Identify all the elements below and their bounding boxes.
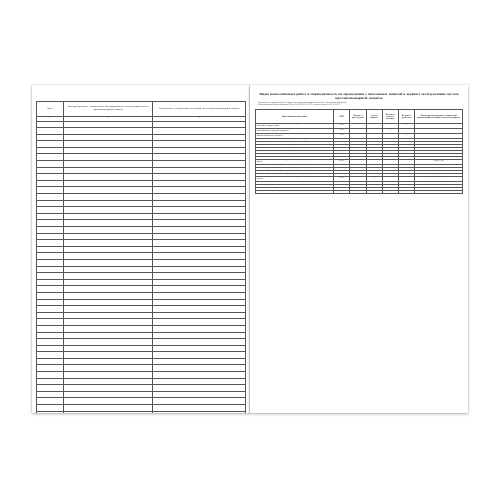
work-cell: Проверка огнезащитной обработки строительных конструкций	[256, 139, 334, 142]
table-cell	[64, 398, 153, 405]
work-cell: Проверка наличия и исправности противодымных дверей	[256, 174, 334, 177]
note-cell: Не реже 1 раза в квартал	[415, 182, 463, 185]
table-cell	[37, 128, 64, 135]
table-cell	[153, 259, 246, 266]
table-cell	[37, 147, 64, 154]
table-cell	[37, 194, 64, 201]
table-row	[37, 194, 246, 201]
table-cell	[153, 405, 246, 412]
table-cell	[153, 365, 246, 372]
table-cell	[37, 253, 64, 260]
table-cell	[64, 233, 153, 240]
table-cell	[153, 332, 246, 339]
work-cell: Испытание наружных пожарных лестниц и ограждений на кровле	[256, 168, 334, 171]
ref-cell: п.23	[334, 191, 350, 194]
freq-header: Не реже 1 раза в год	[398, 110, 414, 124]
freq-mark-cell: +	[398, 154, 414, 157]
table-cell	[64, 220, 153, 227]
table-row	[37, 391, 246, 398]
table-cell	[37, 174, 64, 181]
table-cell	[64, 391, 153, 398]
table-cell	[64, 365, 153, 372]
table-cell	[153, 345, 246, 352]
table-row	[37, 187, 246, 194]
table-cell	[153, 299, 246, 306]
note-cell: 1 раз в 5 лет	[415, 160, 463, 165]
table-cell	[153, 319, 246, 326]
table-cell	[64, 292, 153, 299]
freq-mark-cell: +	[398, 139, 414, 142]
table-cell	[37, 121, 64, 128]
table-row	[37, 246, 246, 253]
table-cell	[153, 411, 246, 413]
freq-header: 1 раз в квартал	[366, 110, 382, 124]
table-cell	[153, 161, 246, 168]
freq-mark-cell: +	[382, 129, 398, 134]
table-row	[37, 233, 246, 240]
table-row	[37, 378, 246, 385]
ref-cell: п.54	[334, 177, 350, 182]
column-number: 2	[64, 117, 153, 122]
table-cell	[153, 121, 246, 128]
table-cell	[37, 246, 64, 253]
freq-mark-cell: +	[382, 142, 398, 145]
table-cell	[64, 187, 153, 194]
table-cell	[37, 325, 64, 332]
table-cell	[153, 306, 246, 313]
freq-mark-cell: +	[398, 134, 414, 139]
note-header: Работы предусмотрены в технической документации изготовителя на огнетушитель	[415, 110, 463, 124]
table-cell	[153, 391, 246, 398]
table-row	[37, 345, 246, 352]
table-cell	[37, 227, 64, 234]
table-cell	[64, 246, 153, 253]
table-cell	[153, 378, 246, 385]
freq-mark-cell: +	[366, 177, 382, 182]
table-cell	[37, 339, 64, 346]
table-row	[37, 154, 246, 161]
schedule-rows	[256, 124, 463, 194]
work-cell: Проверка исправности автоматических систем противопожарной защиты и технических средств	[256, 177, 333, 180]
table-cell	[64, 200, 153, 207]
table-cell	[37, 365, 64, 372]
freq-mark-cell: +	[366, 145, 382, 148]
freq-mark-cell	[382, 191, 398, 194]
date-header: Дата	[37, 102, 64, 117]
table-cell	[153, 187, 246, 194]
table-row	[37, 141, 246, 148]
table-cell	[153, 167, 246, 174]
table-row	[37, 253, 246, 260]
table-cell	[153, 385, 246, 392]
table-row	[37, 227, 246, 234]
work-cell: Перекатка пожарных рукавов	[256, 188, 334, 191]
work-cell: Проверка работоспособности систем дымоудаления	[256, 151, 334, 154]
table-row	[37, 358, 246, 365]
table-cell	[37, 207, 64, 214]
ref-cell: п.54	[334, 174, 350, 177]
log-rows	[37, 121, 246, 413]
table-cell	[64, 345, 153, 352]
ref-cell: п.57	[334, 188, 350, 191]
table-cell	[153, 207, 246, 214]
table-row	[37, 365, 246, 372]
table-cell	[153, 213, 246, 220]
ref-cell: п.13	[334, 165, 350, 168]
freq-mark-cell: +	[398, 124, 414, 129]
source-notes	[258, 102, 460, 106]
table-row	[37, 167, 246, 174]
table-cell	[64, 134, 153, 141]
table-cell	[64, 299, 153, 306]
table-cell	[153, 312, 246, 319]
table-row	[37, 319, 246, 326]
table-cell	[153, 174, 246, 181]
table-cell	[64, 385, 153, 392]
table-cell	[153, 246, 246, 253]
table-cell	[64, 332, 153, 339]
table-cell	[37, 345, 64, 352]
table-row	[37, 286, 246, 293]
table-row	[37, 372, 246, 379]
table-cell	[37, 385, 64, 392]
table-cell	[64, 259, 153, 266]
table-cell	[37, 233, 64, 240]
table-cell	[64, 286, 153, 293]
table-cell	[37, 378, 64, 385]
table-cell	[64, 141, 153, 148]
work-cell: Обследование состояния пожарных шкафов и их укомплектованности	[256, 148, 334, 151]
table-cell	[64, 352, 153, 359]
table-cell	[153, 398, 246, 405]
table-cell	[37, 134, 64, 141]
table-cell	[153, 292, 246, 299]
table-cell	[37, 352, 64, 359]
column-number: 1	[37, 117, 64, 122]
table-cell	[153, 339, 246, 346]
ref-cell: п.48	[334, 148, 350, 151]
work-header: Виды выполняемых работ	[256, 110, 334, 124]
table-cell	[37, 306, 64, 313]
table-cell	[64, 174, 153, 181]
table-cell	[153, 180, 246, 187]
table-cell	[64, 207, 153, 214]
table-cell	[64, 213, 153, 220]
table-cell	[37, 266, 64, 273]
table-cell	[37, 358, 64, 365]
table-cell	[64, 147, 153, 154]
table-row	[37, 213, 246, 220]
note-cell	[415, 191, 463, 194]
work-cell: Проверка работоспособности задвижек с электроприводом, установленных на обводных линиях водомерных устройств	[256, 134, 332, 137]
freq-mark-cell: +	[398, 165, 414, 168]
condition-header: Заключение о техническом состоянии систем противопожарной защиты	[153, 102, 246, 117]
table-cell	[64, 266, 153, 273]
table-row	[37, 259, 246, 266]
freq-header: Не реже 1 раза в сутки	[350, 110, 366, 124]
table-row	[37, 200, 246, 207]
freq-header: Не реже 1 раза в 6 месяцев	[382, 110, 398, 124]
freq-mark-cell: +	[398, 174, 414, 177]
table-cell	[153, 141, 246, 148]
table-row	[37, 279, 246, 286]
table-cell	[64, 378, 153, 385]
table-cell	[64, 411, 153, 413]
table-cell	[64, 273, 153, 280]
left-page	[32, 85, 250, 413]
freq-mark-cell: +	[398, 151, 414, 154]
table-cell	[153, 227, 246, 234]
table-row	[37, 128, 246, 135]
table-cell	[37, 292, 64, 299]
table-cell	[37, 332, 64, 339]
table-cell	[64, 154, 153, 161]
table-row	[37, 405, 246, 412]
work-cell: Проверка наличия исправных огнетушителей, ручных и механических лестниц, средств спасения и защиты людей	[256, 124, 332, 127]
table-row	[37, 292, 246, 299]
ref-cell: п.50	[334, 134, 350, 139]
ref-cell: п.54	[334, 182, 350, 185]
table-cell	[153, 240, 246, 247]
work-cell: Проверка огнезащитных покрытий и пропиток	[256, 165, 334, 168]
table-row	[37, 121, 246, 128]
table-row	[37, 240, 246, 247]
table-row	[37, 325, 246, 332]
source-note: (Постановление Правительства РФ от 16.09.2020 № 1479 с изменениями на 01.01.2022)	[258, 104, 340, 107]
table-row	[37, 411, 246, 413]
table-cell	[37, 213, 64, 220]
table-row	[37, 339, 246, 346]
table-cell	[64, 405, 153, 412]
table-cell	[153, 147, 246, 154]
table-cell	[37, 220, 64, 227]
table-row	[37, 398, 246, 405]
table-cell	[37, 286, 64, 293]
table-row	[37, 180, 246, 187]
table-row	[37, 306, 246, 313]
table-cell	[64, 194, 153, 201]
work-cell: Проверка состояния первичных средств пожаротушения, размещённых в пожарных щитах	[256, 160, 334, 165]
service-type-header: Вид проверенного, технического обслуживания по эксплуатации систем противопожарной защиты	[64, 102, 153, 117]
page-title: Виды выполняемых работ и периодичность их проведения с внесением записей в журнал эксплуатации систем противопожарной защиты	[259, 92, 459, 100]
table-cell	[37, 161, 64, 168]
table-cell	[37, 240, 64, 247]
table-cell	[37, 180, 64, 187]
table-cell	[37, 259, 64, 266]
table-cell	[153, 194, 246, 201]
table-cell	[153, 273, 246, 280]
table-cell	[64, 279, 153, 286]
table-cell	[64, 372, 153, 379]
table-cell	[64, 325, 153, 332]
table-cell	[64, 339, 153, 346]
table-cell	[153, 220, 246, 227]
table-cell	[64, 253, 153, 260]
table-row	[37, 161, 246, 168]
column-number: 3	[153, 117, 246, 122]
work-schedule-table	[255, 109, 463, 194]
table-cell	[153, 372, 246, 379]
source-note: Составлено в соответствии с Правилами противопожарного режима в Российской Федерации	[258, 102, 347, 104]
table-cell	[153, 134, 246, 141]
work-cell: Проверка наличия и исправности огнетушителей	[256, 154, 334, 157]
ref-cell: п.54	[334, 145, 350, 148]
right-page	[250, 85, 468, 413]
table-cell	[37, 299, 64, 306]
table-cell	[37, 319, 64, 326]
table-cell	[153, 352, 246, 359]
work-cell: Проверка состояния эвакуационных путей и выходов	[256, 191, 334, 194]
ref-cell: п.52	[334, 151, 350, 154]
table-row	[37, 134, 246, 141]
ref-cell: п.60	[334, 157, 350, 160]
table-cell	[153, 286, 246, 293]
table-cell	[37, 312, 64, 319]
ref-header: ППР	[334, 110, 350, 124]
work-cell: Обработка деревянных конструкций огнезащитным составом	[256, 171, 334, 174]
table-cell	[64, 180, 153, 187]
note-cell: 1 раз в 5 лет	[415, 168, 463, 171]
table-cell	[37, 372, 64, 379]
table-cell	[64, 319, 153, 326]
work-cell: Проверка работоспособности систем оповещения и управления эвакуацией людей	[256, 182, 334, 185]
table-cell	[64, 121, 153, 128]
table-cell	[37, 405, 64, 412]
table-cell	[37, 391, 64, 398]
table-cell	[153, 200, 246, 207]
table-row	[256, 191, 463, 194]
work-cell: Перезарядка огнетушителей	[256, 157, 334, 160]
table-cell	[64, 167, 153, 174]
ref-cell: п.60	[334, 154, 350, 157]
freq-mark-cell	[398, 191, 414, 194]
table-row	[37, 299, 246, 306]
table-row	[37, 385, 246, 392]
table-row	[37, 332, 246, 339]
work-cell: Проверка целостности пломб на пожарных кранах	[256, 145, 334, 148]
table-cell	[153, 154, 246, 161]
work-cell: Проверка исправности и работоспособности источников противопожарного водоснабжения, пожарных гидрантов	[256, 129, 334, 134]
table-cell	[64, 240, 153, 247]
table-cell	[64, 227, 153, 234]
table-cell	[64, 312, 153, 319]
table-cell	[37, 411, 64, 413]
ref-cell: п.48	[334, 129, 350, 134]
table-cell	[37, 200, 64, 207]
table-cell	[64, 306, 153, 313]
table-cell	[64, 161, 153, 168]
freq-mark-cell: +	[350, 191, 366, 194]
freq-mark-cell: +	[398, 185, 414, 188]
table-row	[37, 147, 246, 154]
table-cell	[153, 358, 246, 365]
table-cell	[37, 273, 64, 280]
table-cell	[153, 325, 246, 332]
table-cell	[37, 167, 64, 174]
table-cell	[153, 128, 246, 135]
table-cell	[64, 128, 153, 135]
table-cell	[153, 233, 246, 240]
table-cell	[153, 279, 246, 286]
inspection-log-table	[36, 101, 246, 413]
table-cell	[37, 154, 64, 161]
freq-mark-cell: +	[382, 148, 398, 151]
table-cell	[37, 279, 64, 286]
freq-mark-cell	[366, 191, 382, 194]
table-row	[37, 312, 246, 319]
table-row	[37, 352, 246, 359]
work-cell: Проверка работоспособности пожарных кранов	[256, 142, 334, 145]
ref-cell: п.13	[334, 139, 350, 142]
table-row	[37, 273, 246, 280]
ref-cell: п.13	[334, 171, 350, 174]
table-row	[37, 266, 246, 273]
ref-cell: п.44	[334, 124, 350, 129]
ref-cell: п.17	[334, 168, 350, 171]
table-cell	[37, 398, 64, 405]
ref-cell: п.60	[334, 185, 350, 188]
table-row	[37, 220, 246, 227]
table-row	[37, 207, 246, 214]
table-cell	[64, 358, 153, 365]
table-row	[37, 174, 246, 181]
table-cell	[37, 187, 64, 194]
table-cell	[153, 266, 246, 273]
table-cell	[37, 141, 64, 148]
work-cell: Осмотр и проверка огнетушителей	[256, 185, 334, 188]
table-cell	[153, 253, 246, 260]
ref-cell: п.50	[334, 142, 350, 145]
ref-cell: п.416	[334, 160, 350, 165]
